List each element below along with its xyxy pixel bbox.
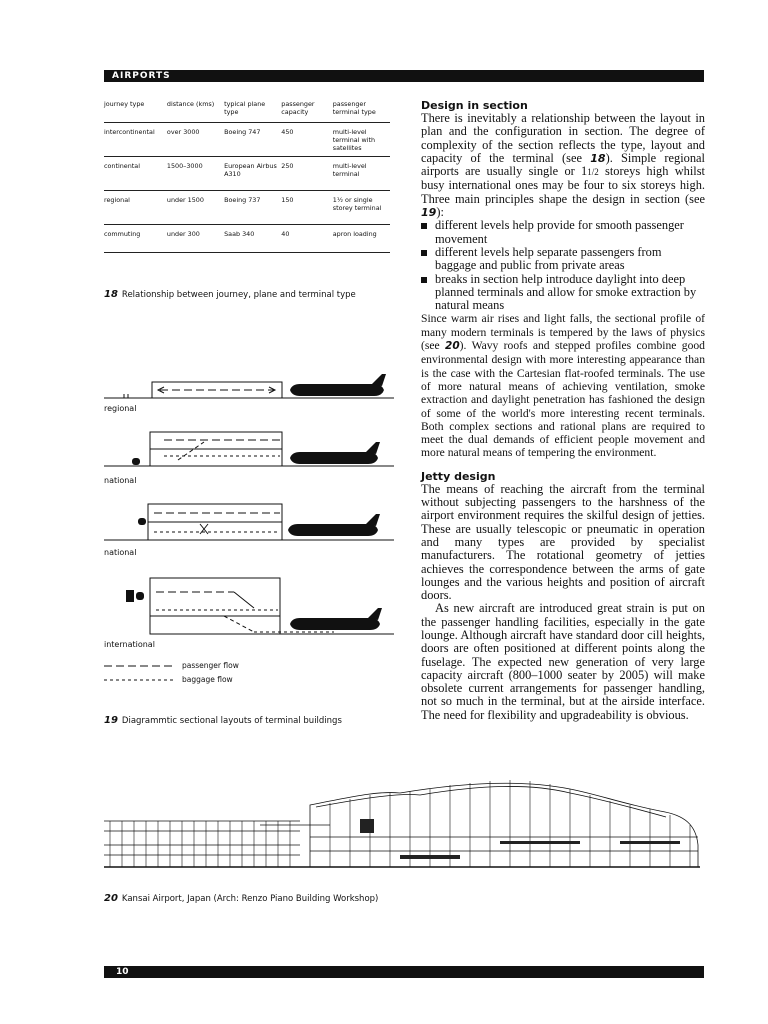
table-cell: Boeing 747 <box>224 123 281 157</box>
heading-jetty-design: Jetty design <box>421 469 496 483</box>
table-cell: multi-level terminal with satellites <box>333 123 390 157</box>
figure-number: 20 <box>104 893 118 904</box>
diagram-label-regional: regional <box>104 404 137 413</box>
table-cell: under 1500 <box>167 191 224 225</box>
paragraph: There is inevitably a relationship between the layout in plan and the configuration in section. The degree of complexity of the section reflects the type, layout and capacity of the terminal (see 18). Simple regional airports are usually single or 11/2 storeys high whilst busy international ones may be four to six storeys high. Three main principles shape the design in section (see 19): <box>421 111 706 220</box>
table-row <box>104 225 390 253</box>
list-item: breaks in section help introduce daylight into deep planned terminals and allow for smoke extraction by natural means <box>421 273 705 313</box>
table-row <box>104 157 390 191</box>
list-item: different levels help separate passengers from baggage and public from private areas <box>421 246 705 273</box>
heading-design-in-section: Design in section <box>421 99 528 112</box>
table-cell: 150 <box>281 191 332 225</box>
journey-table <box>104 100 390 253</box>
table-cell: 1500–3000 <box>167 157 224 191</box>
page-number: 10 <box>116 967 129 977</box>
table-cell: Boeing 737 <box>224 191 281 225</box>
table-cell: under 300 <box>167 225 224 253</box>
list-item: different levels help provide for smooth passenger movement <box>421 219 705 246</box>
table-cell: 450 <box>281 123 332 157</box>
table-cell: Saab 340 <box>224 225 281 253</box>
col-header: passenger capacity <box>281 100 332 123</box>
table-row <box>104 123 390 157</box>
table-cell: commuting <box>104 225 167 253</box>
figure-number: 18 <box>104 289 118 300</box>
table-cell: over 3000 <box>167 123 224 157</box>
col-header: typical plane type <box>224 100 281 123</box>
diagram-label-national: national <box>104 476 137 485</box>
section-diagrams-drawing <box>104 370 394 710</box>
caption-text: Kansai Airport, Japan (Arch: Renzo Piano Building Workshop) <box>121 894 379 904</box>
section-title: AIRPORTS <box>112 71 171 81</box>
caption-text: Relationship between journey, plane and terminal type <box>121 290 356 300</box>
table-cell: 1½ or single storey terminal <box>333 191 390 225</box>
table-cell: intercontinental <box>104 123 167 157</box>
paragraph: As new aircraft are introduced great strain is put on the passenger handling facilities, especially in the gate lounge. Although aircraft have standard door cill heights, doors are often positioned at different points along the fuselage. The expected new generation of very large capacity aircraft (800–1000 seater by 2005) will make obsolete current arrangements for passenger handling, not so much in the terminal, but at the airside interface. The need for flexibility and upgradeability is obvious. <box>421 601 705 722</box>
caption-text: Diagrammtic sectional layouts of terminal buildings <box>121 716 342 726</box>
kansai-section-illustration <box>100 775 705 875</box>
table-cell: continental <box>104 157 167 191</box>
table-cell: European Airbus A310 <box>224 157 281 191</box>
legend-passenger-flow: passenger flow <box>182 661 239 670</box>
principles-list <box>421 219 705 312</box>
kansai-section-drawing <box>100 775 705 875</box>
table-header-row <box>104 100 390 123</box>
figure-number: 19 <box>104 715 118 726</box>
col-header: passenger terminal type <box>333 100 390 123</box>
col-header: journey type <box>104 100 167 123</box>
table-cell: apron loading <box>333 225 390 253</box>
section-diagrams <box>104 370 394 710</box>
figure-18-caption <box>104 289 356 300</box>
col-header: distance (kms) <box>167 100 224 123</box>
header-bar <box>104 70 704 82</box>
diagram-label-international: international <box>104 640 155 649</box>
legend-baggage-flow: baggage flow <box>182 675 233 684</box>
article-column <box>421 99 705 722</box>
table-cell: 250 <box>281 157 332 191</box>
table-cell: regional <box>104 191 167 225</box>
footer-bar <box>104 966 704 978</box>
diagram-label-national-2: national <box>104 548 137 557</box>
table-cell: multi-level terminal <box>333 157 390 191</box>
paragraph: Since warm air rises and light falls, the sectional profile of many modern terminals is tempered by the laws of physics (see 20). Wavy roofs and stepped profiles combine good environmental design with more interesting appearance than is the case with the Cartesian flat-roofed terminals. The use of more natural means of achieving ventilation, smoke extraction and daylight penetration has fashioned the design of some of the world's more interesting recent terminals. Both complex sections and rational plans are required to meet the dual demands of efficient people movement and more natural means of tempering the environment. <box>421 312 705 460</box>
figure-20-caption <box>104 893 378 904</box>
table-cell: 40 <box>281 225 332 253</box>
paragraph: The means of reaching the aircraft from the terminal without subjecting passengers to the harshness of the airport environment requires the skilful design of jetties. These are usually telescopic or pneumatic in operation and many types are provided by specialist manufacturers. The rotational geometry of jetties achieves the correspondence between the arms of gate lounges and the various heights and position of aircraft doors. <box>421 481 705 603</box>
table-row <box>104 191 390 225</box>
figure-19-caption <box>104 715 342 726</box>
